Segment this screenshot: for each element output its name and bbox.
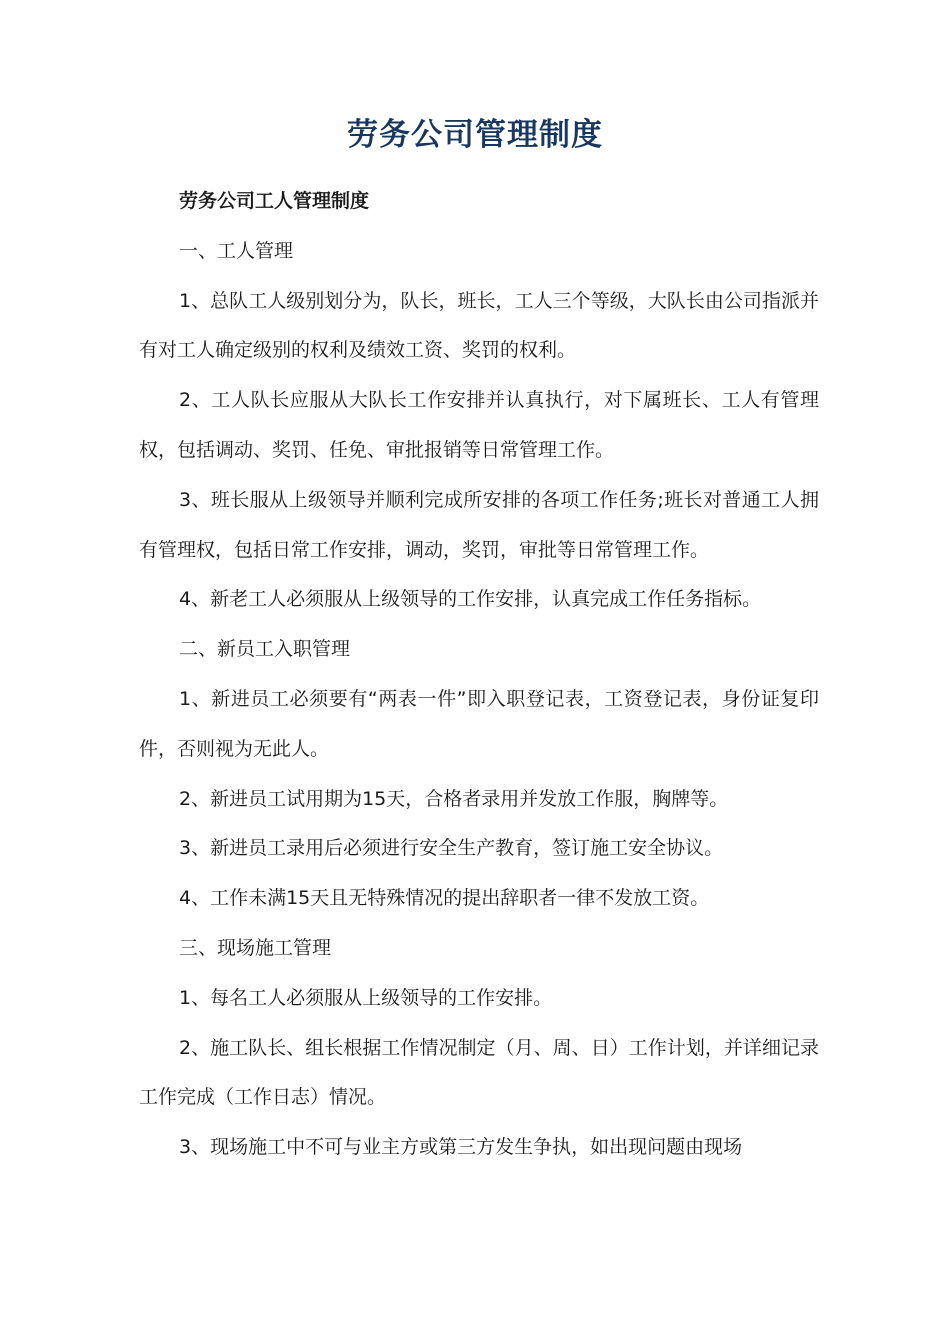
paragraph: 一、工人管理 [179, 239, 294, 262]
paragraph: 4、工作未满15天且无特殊情况的提出辞职者一律不发放工资。 [179, 887, 710, 910]
document-body [139, 177, 819, 1173]
section-heading: 劳务公司工人管理制度 [179, 190, 370, 212]
paragraph: 二、新员工入职管理 [179, 638, 351, 661]
paragraph: 2、工人队长应服从大队长工作安排并认真执行，对下属班长、工人有管理权，包括调动、奖罚、任免、审批报销等日常管理工作。 [139, 389, 819, 461]
document-title: 劳务公司管理制度 [347, 117, 603, 153]
paragraph: 2、新进员工试用期为15天，合格者录用并发放工作服，胸牌等。 [179, 787, 729, 810]
paragraph: 三、现场施工管理 [179, 936, 332, 959]
paragraph: 1、总队工人级别划分为，队长，班长，工人三个等级，大队长由公司指派并有对工人确定级别的权利及绩效工资、奖罚的权利。 [139, 289, 819, 362]
paragraph: 1、每名工人必须服从上级领导的工作安排。 [179, 986, 553, 1009]
paragraph: 3、班长服从上级领导并顺利完成所安排的各项工作任务;班长对普通工人拥有管理权，包括日常工作安排，调动，奖罚，审批等日常管理工作。 [139, 488, 819, 561]
paragraph: 2、施工队长、组长根据工作情况制定（月、周、日）工作计划，并详细记录工作完成（工作日志）情况。 [139, 1036, 819, 1109]
paragraph: 3、新进员工录用后必须进行安全生产教育，签订施工安全协议。 [179, 837, 724, 860]
paragraph: 1、新进员工必须要有“两表一件”即入职登记表，工资登记表，身份证复印件，否则视为无此人。 [139, 687, 819, 760]
paragraph: 4、新老工人必须服从上级领导的工作安排，认真完成工作任务指标。 [179, 588, 762, 611]
paragraph: 3、现场施工中不可与业主方或第三方发生争执，如出现问题由现场 [179, 1136, 743, 1159]
